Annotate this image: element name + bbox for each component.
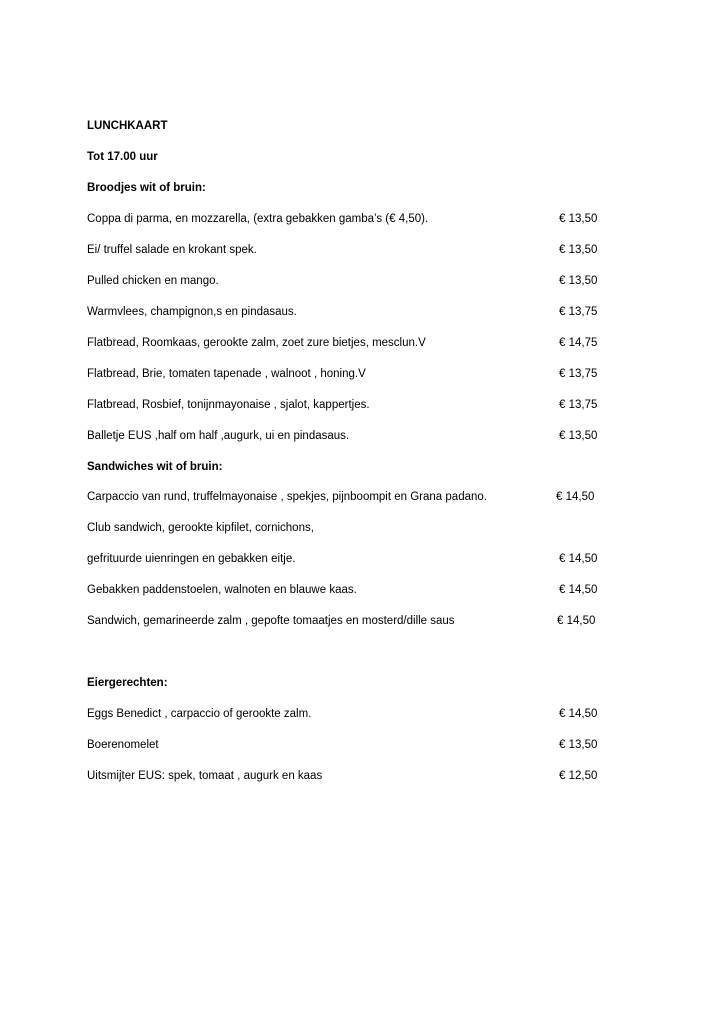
section-heading-broodjes: Broodjes wit of bruin: [87,182,206,194]
menu-item [87,521,617,535]
menu-item-price: € 13,75 [559,399,598,411]
menu-item-name: Club sandwich, gerookte kipfilet, cornichons, [87,522,314,534]
menu-item-name: Pulled chicken en mango. [87,275,219,287]
menu-item [87,583,617,597]
menu-item-price: € 13,50 [559,739,598,751]
menu-item-name: Carpaccio van rund, truffelmayonaise , spekjes, pijnboompit en Grana padano. [87,491,487,503]
menu-item [87,336,617,350]
menu-item-name: Flatbread, Rosbief, tonijnmayonaise , sjalot, kappertjes. [87,399,370,411]
menu-item-price: € 14,50 [559,584,598,596]
menu-item [87,707,617,721]
time-note: Tot 17.00 uur [87,151,158,163]
menu-item [87,212,617,226]
menu-item-name: Warmvlees, champignon,s en pindasaus. [87,306,297,318]
menu-item-name: Flatbread, Roomkaas, gerookte zalm, zoet zure bietjes, mesclun.V [87,337,426,349]
menu-title: LUNCHKAART [87,120,168,132]
menu-item-name: Flatbread, Brie, tomaten tapenade , walnoot , honing.V [87,368,366,380]
menu-item-name: Balletje EUS ,half om half ,augurk, ui en pindasaus. [87,430,350,442]
menu-item-price: € 14,50 [559,708,598,720]
menu-item [87,305,617,319]
menu-item [87,490,617,504]
menu-item-name: Sandwich, gemarineerde zalm , gepofte tomaatjes en mosterd/dille saus [87,615,455,627]
menu-item-name: Coppa di parma, en mozzarella, (extra gebakken gamba’s (€ 4,50). [87,213,429,225]
menu-item [87,429,617,443]
section-heading-eiergerechten: Eiergerechten: [87,677,168,689]
menu-item-price: € 14,50 [559,553,598,565]
menu-item-name: Boerenomelet [87,739,159,751]
section-heading-sandwiches: Sandwiches wit of bruin: [87,461,223,473]
menu-item-price: € 13,50 [559,430,598,442]
menu-item [87,769,617,783]
menu-item-price: € 14,75 [559,337,598,349]
menu-item-price: € 13,50 [559,275,598,287]
menu-item-price: € 13,75 [559,368,598,380]
menu-item-price: € 13,50 [559,213,598,225]
menu-item [87,552,617,566]
menu-item [87,243,617,257]
menu-item-price: € 14,50 [557,615,596,627]
menu-item [87,398,617,412]
menu-item-price: € 13,50 [559,244,598,256]
menu-item-price: € 12,50 [559,770,598,782]
menu-item-name: Eggs Benedict , carpaccio of gerookte zalm. [87,708,312,720]
menu-item [87,274,617,288]
menu-item-name: Uitsmijter EUS: spek, tomaat , augurk en kaas [87,770,323,782]
menu-item-name: gefrituurde uienringen en gebakken eitje. [87,553,296,565]
menu-item-name: Ei/ truffel salade en krokant spek. [87,244,257,256]
menu-item-name: Gebakken paddenstoelen, walnoten en blauwe kaas. [87,584,357,596]
menu-item [87,367,617,381]
menu-item [87,738,617,752]
menu-item-price: € 14,50 [556,491,595,503]
menu-item [87,614,617,628]
menu-item-price: € 13,75 [559,306,598,318]
